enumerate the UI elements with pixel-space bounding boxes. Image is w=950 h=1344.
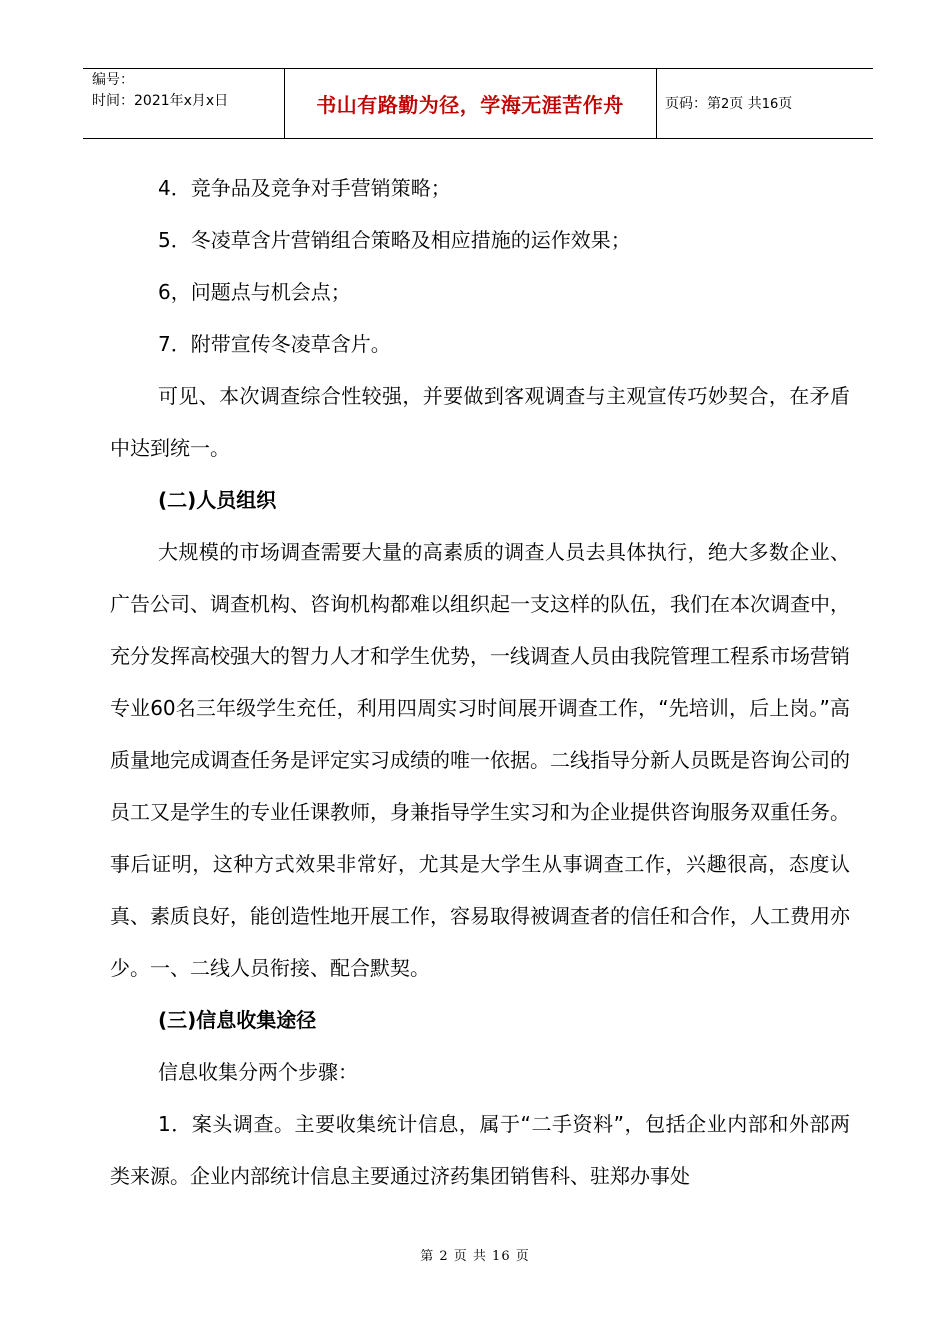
summary-paragraph: 可见、本次调查综合性较强，并要做到客观调查与主观宣传巧妙契合，在矛盾中达到统一。 [110,384,850,460]
header-page-middle: 页 共 [729,96,762,112]
header-page-info [665,93,792,113]
header-number-label: 编号： [92,72,134,88]
desk-research-paragraph: 1．案头调查。主要收集统计信息，属于“二手资料”，包括企业内部和外部两类来源。企业内部统计信息主要通过济药集团销售科、驻郑办事处 [110,1112,850,1188]
page-header [83,68,873,139]
info-steps-intro: 信息收集分两个步骤： [158,1060,358,1084]
document-body [110,162,850,1202]
header-time-label: 时间：2021年x月x日 [92,93,229,109]
list-item-5: 5．冬凌草含片营销组合策略及相应措施的运作效果； [158,228,631,252]
list-item-6: 6，问题点与机会点； [158,280,351,304]
header-motto: 书山有路勤为径，学海无涯苦作舟 [284,69,657,138]
header-page-suffix: 页 [778,96,793,112]
page-footer: 第 2 页 共 16 页 [420,1249,530,1264]
section-heading-personnel: (二)人员组织 [158,488,277,512]
header-meta [83,69,285,138]
personnel-paragraph: 大规模的市场调查需要大量的高素质的调查人员去具体执行，绝大多数企业、广告公司、调查机构、咨询机构都难以组织起一支这样的队伍，我们在本次调查中，充分发挥高校强大的智力人才和学生优势，一线调查人员由我院管理工程系市场营销专业60名三年级学生充任，利用四周实习时间展开调查工作，“先培训，后上岗。”高质量地完成调查任务是评定实习成绩的唯一依据。二线指导分新人员既是咨询公司的员工又是学生的专业任课教师，身兼指导学生实习和为企业提供咨询服务双重任务。事后证明，这种方式效果非常好，尤其是大学生从事调查工作，兴趣很高，态度认真、素质良好，能创造性地开展工作，容易取得被调查者的信任和合作，人工费用亦少。一、二线人员衔接、配合默契。 [110,540,850,980]
list-item-4: 4．竞争品及竞争对手营销策略； [158,176,451,200]
list-item-7: 7．附带宣传冬凌草含片。 [158,332,391,356]
header-page-total: 16 [761,97,779,112]
header-page-prefix: 页码：第 [665,96,721,112]
header-page-current: 2 [721,97,730,112]
section-heading-info-collection: (三)信息收集途径 [158,1008,317,1032]
